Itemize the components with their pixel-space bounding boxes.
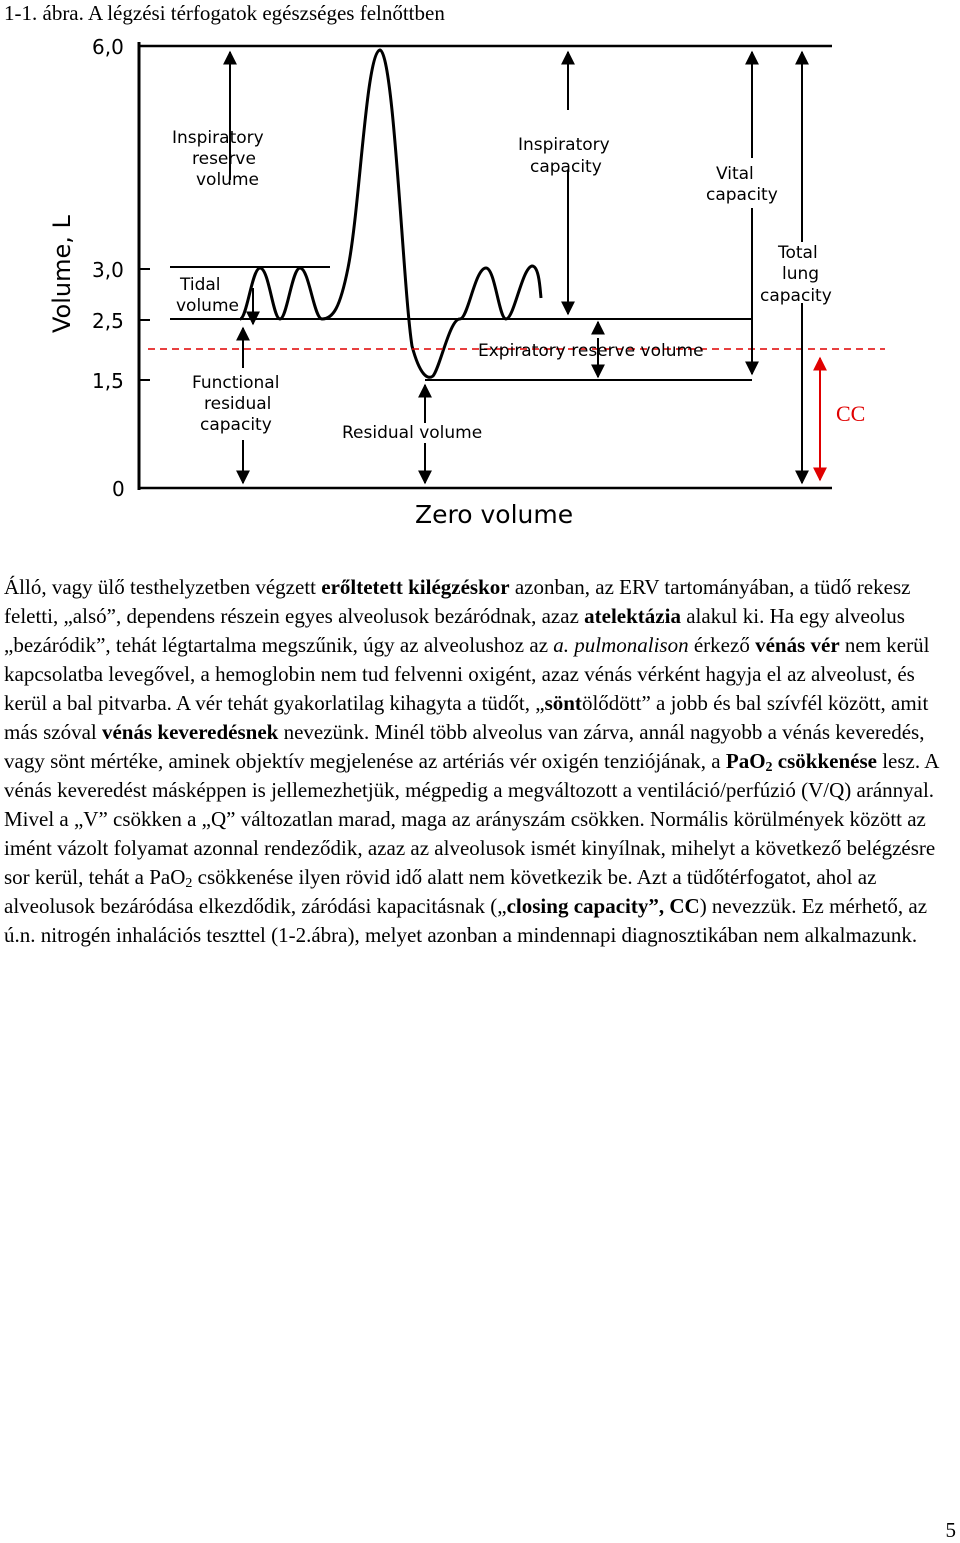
text-run: lesz. A vénás keveredést másképpen is jellemezhetjük, mégpedig a megváltozott a ventiláció/perfúzió (V/Q) aránnyal. Mivel a „V” csökken a „Q” változatlan marad, maga az arányszám csökken. Normális körülmények között az imént vázolt folyamat azonnal rendeződik, azaz az alveolusok ismét kinyílnak, mihelyt a következő belégzésre sor kerül, tehát a PaO [4, 749, 939, 889]
frc-label-1: Functional [192, 373, 280, 393]
bold-run: erőltetett kilégzéskor [321, 575, 510, 599]
vc-label-1: Vital [716, 164, 754, 184]
frc-label-2: residual [204, 394, 272, 414]
irv-label-1: Inspiratory [172, 128, 264, 148]
text-run: alakul ki. Ha egy alveolus „bezáródik”, tehát légtartalma megszűnik, úgy az alveolushoz az [4, 604, 905, 657]
tick-6: 6,0 [92, 35, 124, 59]
body-paragraph [4, 573, 960, 950]
text-run: ölődött” a jobb és bal szívfél között, amit más szóval [4, 691, 929, 744]
tlc-label-3: capacity [760, 286, 832, 306]
text-run: ) nevezzük. Ez mérhető, az ú.n. nitrogén inhalációs teszttel (1-2.ábra), melyet azonban a mindennapi diagnosztikában nem alkalmazunk. [4, 894, 928, 947]
erv-label: Expiratory reserve volume [478, 341, 704, 361]
lung-volumes-figure [40, 28, 900, 533]
tlc-label-1: Total [778, 243, 818, 263]
tidal-label-2: volume [176, 296, 239, 316]
y-ticks [139, 46, 150, 488]
text-run: nem kerül kapcsolatba levegővel, a hemoglobin nem tud felvenni oxigént, azaz vénás vérként hagyja el az alveolust, és kerül a bal pitvarba. A vér tehát gyakorlatilag kihagyta a tüdőt, „ [4, 633, 930, 715]
irv-label-3: volume [196, 170, 259, 190]
bold-run: vénás vér [755, 633, 840, 657]
tick-0: 0 [112, 477, 125, 501]
ic-label-1: Inspiratory [518, 135, 610, 155]
bold-run: PaO [725, 749, 766, 773]
cc-label: CC [836, 401, 866, 426]
tick-2-5: 2,5 [92, 309, 124, 333]
irv-label-2: reserve [192, 149, 256, 169]
tick-1-5: 1,5 [92, 369, 124, 393]
zero-volume-label: Zero volume [415, 500, 574, 529]
text-run: azonban, az ERV tartományában, a tüdő rekesz feletti, „alsó”, dependens részein egyes alveolusok bezáródnak, azaz [4, 575, 911, 628]
ic-label-2: capacity [530, 157, 602, 177]
y-axis-title: Volume, L [48, 215, 76, 333]
tlc-label-2: lung [782, 264, 820, 284]
spirogram-trace [240, 50, 541, 377]
lung-volumes-diagram [40, 28, 900, 533]
frc-label-3: capacity [200, 415, 272, 435]
subscript: 2 [185, 876, 193, 891]
text-run: nevezünk. Minél több alveolus van zárva, annál nagyobb a vénás keveredés, vagy sönt mértéke, aminek objektív megjelenése az artériás vér oxigén tenziójának, a [4, 720, 925, 773]
tidal-label-1: Tidal [180, 275, 221, 295]
subscript: 2 [765, 760, 773, 775]
bold-run: sönt [544, 691, 582, 715]
rv-label: Residual volume [342, 423, 483, 443]
figure-caption: 1-1. ábra. A légzési térfogatok egészséges felnőttben [4, 1, 445, 25]
text-run: érkező [688, 633, 756, 657]
bold-run: vénás keveredésnek [101, 720, 279, 744]
tick-3: 3,0 [92, 258, 124, 282]
text-run: csökkenése ilyen rövid idő alatt nem következik be. Azt a tüdőtérfogatot, ahol az alveolusok bezáródása elkezdődik, záródási kapacitásnak („ [4, 865, 877, 918]
bold-run: atelektázia [584, 604, 681, 628]
bold-run: csökkenése [772, 749, 877, 773]
bold-run: closing capacity”, CC [506, 894, 700, 918]
paragraph [4, 573, 960, 950]
page-number: 5 [945, 1518, 956, 1542]
italic-run: a. pulmonalison [553, 633, 689, 657]
text-run: Álló, vagy ülő testhelyzetben végzett [4, 575, 322, 599]
vc-label-2: capacity [706, 185, 778, 205]
